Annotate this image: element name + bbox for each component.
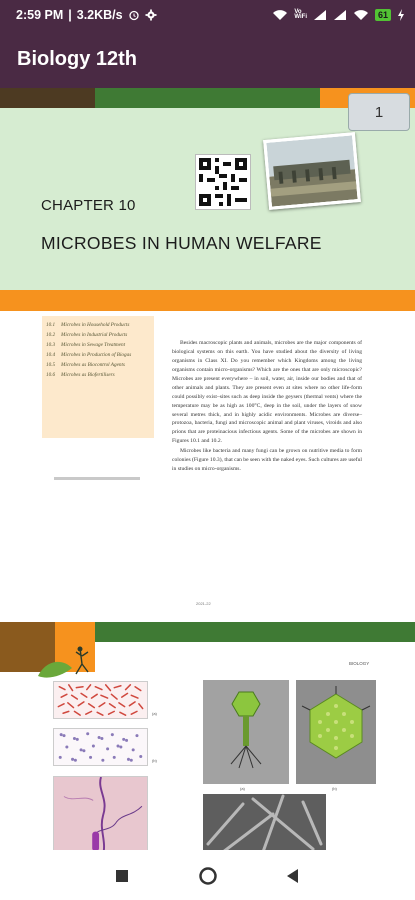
- recents-button[interactable]: [110, 864, 134, 888]
- adenovirus-figure: [296, 680, 376, 784]
- app-title: Biology 12th: [17, 47, 138, 70]
- chapter-body-text: [172, 339, 362, 475]
- carrier-vo: Vo WiFi: [294, 8, 307, 20]
- leaf-figure-icon: [36, 646, 96, 682]
- back-button[interactable]: [281, 864, 305, 888]
- bacteriophage-figure: [203, 680, 289, 784]
- page-number-badge: [348, 93, 410, 131]
- status-right: [272, 9, 405, 21]
- chapter-photo: [263, 132, 361, 210]
- circle-icon: [198, 866, 218, 886]
- chapter-number: CHAPTER 10: [41, 197, 136, 214]
- chapter-contents-box: [42, 316, 154, 438]
- toc-item: 10.3 Microbes in Sewage Treatment: [46, 342, 126, 349]
- header-band-dark: [0, 88, 95, 108]
- page-footer: 2021-22: [196, 601, 211, 606]
- figure-label-a: (a): [152, 711, 157, 716]
- qr-code-icon: [199, 158, 247, 206]
- toc-item: 10.6 Microbes as Biofertilisers: [46, 372, 115, 379]
- cocci-bacteria-image: [54, 729, 147, 765]
- toc-item: 10.5 Microbes as Biocontrol Agents: [46, 362, 125, 369]
- gear-icon: [145, 9, 157, 21]
- qr-code: [195, 154, 251, 210]
- page2-band-green: [95, 622, 415, 642]
- bacteria-figure-a: [53, 681, 148, 719]
- status-separator: |: [68, 8, 72, 22]
- toc-divider: [54, 477, 140, 480]
- signal-icon: [313, 9, 327, 21]
- navigation-bar: [0, 850, 415, 900]
- chapter-band-orange: [0, 290, 415, 311]
- body-paragraph: Besides macroscopic plants and animals, microbes are the major components of biological systems on this earth. You have studied about the diversity of living organisms in Class XI. Do you remember which Kingdoms among the living organisms contain micro-organisms? Which are the ones that are only microscopic? Microbes are present everywhere – in soil, water, air, inside our bodies and that of other animals and plants. They are present even at sites where no other life-form could possibly exist–sites such as deep inside the geysers (thermal vents) where the temperature may be as high as 100°C, deep in the soil, under the layers of snow several metres thick, and in highly acidic environments. Microbes are diverse–protozoa, bacteria, fungi and microscopic animal and plant viruses, viroids and also prions that are proteinacious infectious agents. Some of the microbes are shown in Figures 10.1 and 10.2.: [172, 340, 362, 445]
- chapter-title: MICROBES IN HUMAN WELFARE: [41, 233, 322, 253]
- body-paragraph: Microbes like bacteria and many fungi can be grown on nutritive media to form colonies (Figure 10.3), that can be seen with the naked eyes. Such cultures are useful in studies on micro-organisms.: [172, 448, 362, 473]
- adenovirus-image: [296, 680, 376, 784]
- toc-item: 10.1 Microbes in Household Products: [46, 322, 130, 328]
- battery-icon: 61: [375, 9, 391, 21]
- bacteriophage-image: [203, 680, 289, 784]
- app-bar: [0, 30, 415, 88]
- header-band-green: [95, 88, 320, 108]
- charging-icon: [397, 9, 405, 21]
- signal-icon: [333, 9, 347, 21]
- wifi-icon: [353, 9, 369, 21]
- figure-label-phage: (a): [240, 786, 245, 791]
- bacteria-figure-c: [53, 776, 148, 850]
- spiral-bacteria-image: [54, 777, 147, 850]
- square-icon: [115, 869, 129, 883]
- status-bar: [0, 0, 415, 30]
- book-page-1[interactable]: [0, 88, 415, 618]
- fungi-figure: [203, 794, 326, 850]
- fungi-image: [203, 794, 326, 850]
- status-time: 2:59 PM: [16, 8, 64, 22]
- figure-label-virus: (b): [332, 786, 337, 791]
- status-left: [16, 8, 157, 22]
- book-page-2[interactable]: [0, 618, 415, 850]
- toc-item: 10.2 Microbes in Industrial Products: [46, 332, 128, 339]
- home-button[interactable]: [196, 864, 220, 888]
- status-speed: 3.2KB/s: [76, 8, 123, 22]
- figure-label-b: (b): [152, 758, 157, 763]
- page2-header: BIOLOGY: [349, 661, 370, 666]
- page-number: 1: [374, 103, 384, 121]
- toc-item: 10.4 Microbes in Production of Biogas: [46, 352, 132, 359]
- alarm-icon: [128, 9, 140, 21]
- triangle-back-icon: [286, 868, 300, 884]
- bacteria-figure-b: [53, 728, 148, 766]
- rod-bacteria-image: [54, 682, 147, 718]
- wifi-icon: [272, 9, 288, 21]
- photo-image: [266, 135, 357, 206]
